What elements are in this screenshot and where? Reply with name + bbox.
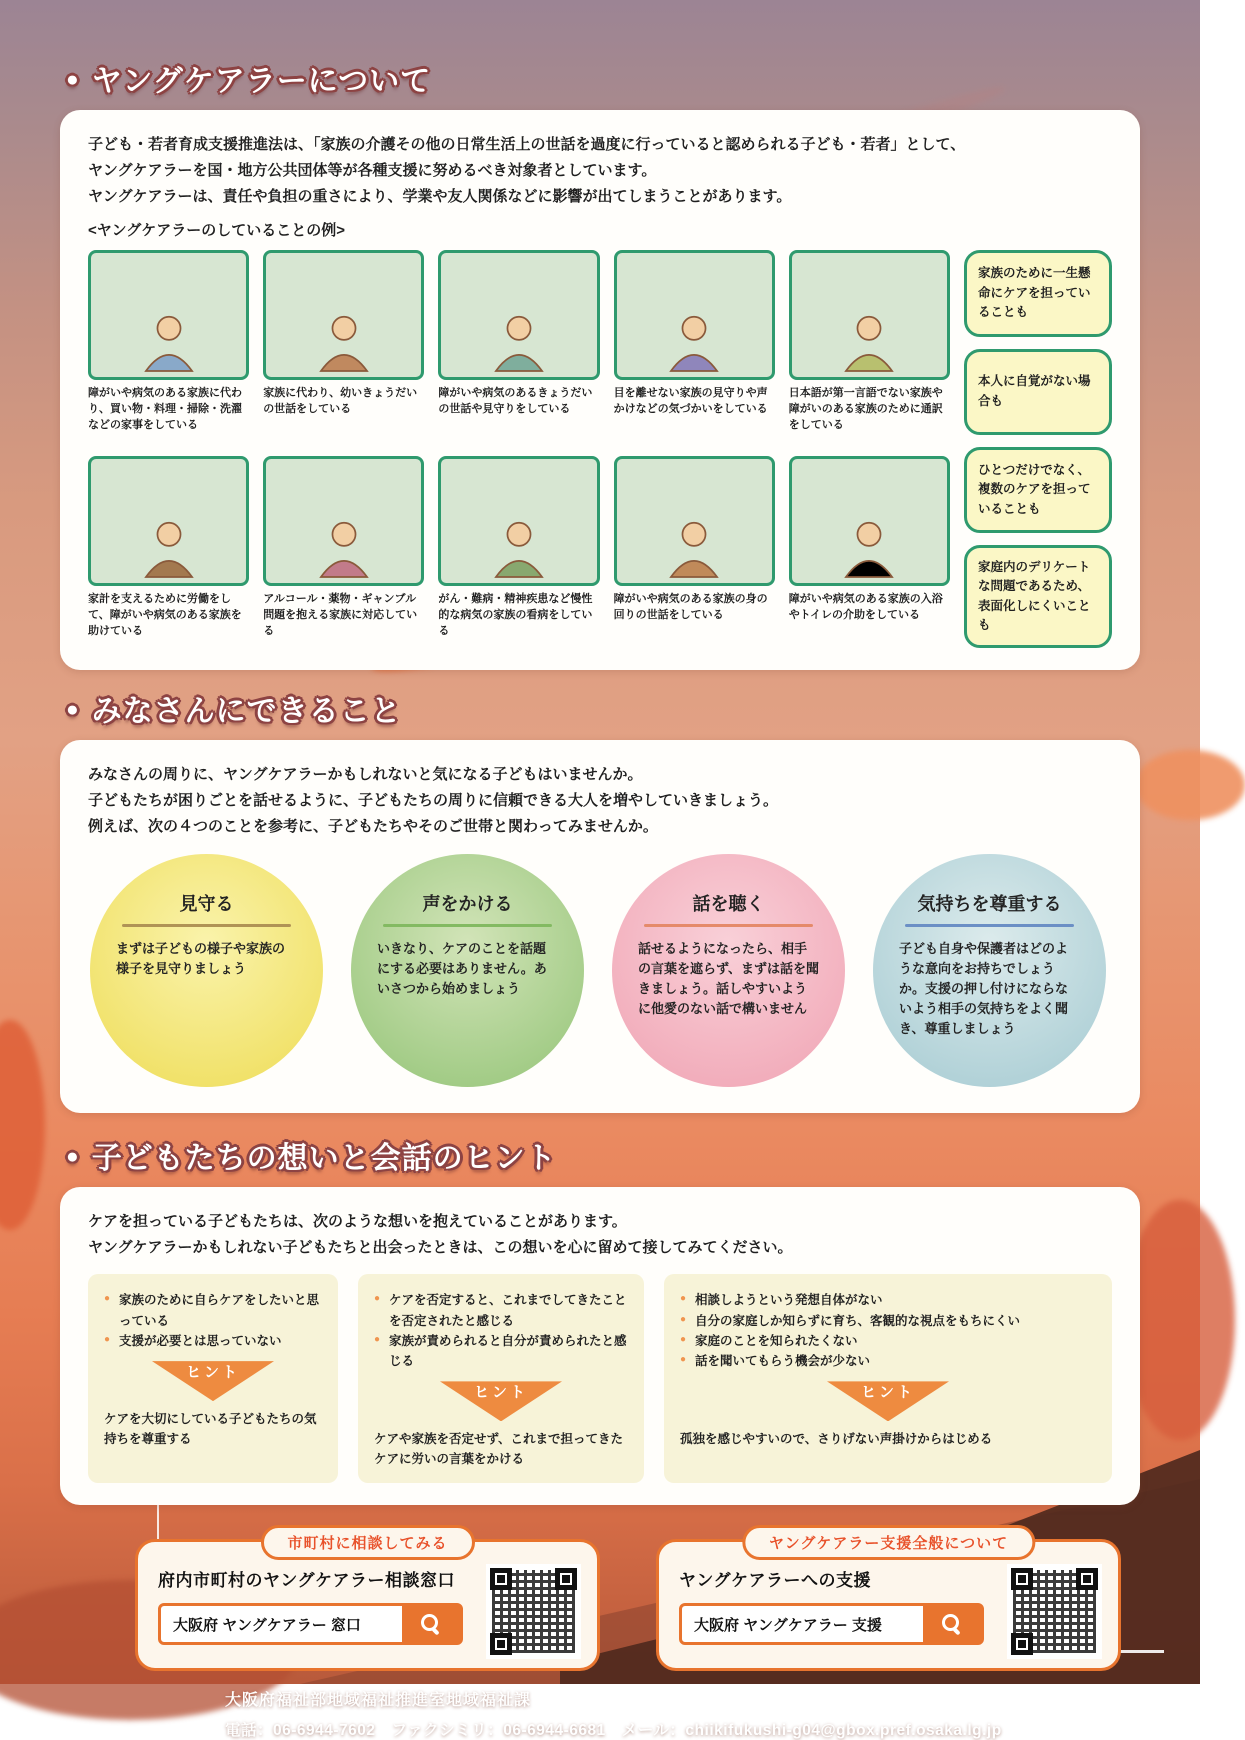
- advice-circle-greet: [351, 854, 584, 1087]
- hint-text: ケアを大切にしている子どもたちの気持ちを尊重する: [104, 1412, 317, 1447]
- magnifier-icon: [942, 1614, 962, 1634]
- search-input[interactable]: 大阪府 ヤングケアラー 支援: [694, 1616, 882, 1634]
- section3-heading-text: 子どもたちの想いと会話のヒント: [91, 1141, 557, 1175]
- search-bar: [679, 1603, 984, 1645]
- examples-grid: [88, 250, 1112, 648]
- section1-heading-text: ヤングケアラーについて: [91, 65, 432, 98]
- example-card: [789, 250, 950, 442]
- advice-circle-listen: [612, 854, 845, 1087]
- section3-intro-line: ヤングケアラーかもしれない子どもたちと出会ったときは、この想いを心に留めて接してみてください。: [88, 1238, 793, 1256]
- section2-intro-line: 子どもたちが困りごとを話せるように、子どもたちの周りに信頼できる大人を増やしていきましょう。: [88, 792, 779, 810]
- thought-box: [88, 1274, 338, 1483]
- example-card: [789, 456, 950, 648]
- section3-panel: [60, 1187, 1140, 1506]
- contact-tab: ヤングケアラー支援全般について: [742, 1525, 1035, 1560]
- hint-arrow: [152, 1361, 274, 1401]
- section1-intro-line: ヤングケアラーを国・地方公共団体等が各種支援に努めるべき対象者としています。: [88, 161, 657, 179]
- search-bar: [158, 1603, 463, 1645]
- qr-finder: [555, 1568, 577, 1590]
- housework-illustration: [88, 250, 249, 380]
- example-card: [614, 456, 775, 648]
- example-card: [88, 250, 249, 442]
- advice-circle-watch: [90, 854, 323, 1087]
- thought-box: [664, 1274, 1112, 1483]
- section-bullet-icon: ●: [66, 698, 80, 722]
- note-box: 本人に自覚がない場合も: [964, 349, 1112, 435]
- qr-finder: [490, 1568, 512, 1590]
- note-box: 家庭内のデリケートな問題であるため、表面化しにくいことも: [964, 545, 1112, 649]
- example-caption: 日本語が第一言語でない家族や障がいのある家族のために通訳をしている: [788, 387, 943, 431]
- section1-heading: [66, 56, 1140, 100]
- contact-title: 府内市町村のヤングケアラー相談窓口: [158, 1571, 455, 1591]
- childcare-illustration: [263, 250, 424, 380]
- circle-divider: [644, 924, 813, 927]
- example-card: [438, 250, 599, 442]
- section-bullet-icon: ●: [66, 68, 80, 91]
- section2-heading-text: みなさんにできること: [91, 695, 402, 729]
- section1-intro-line: 子ども・若者育成支援推進法は、「家族の介護その他の日常生活上の世話を過度に行っていると認められる子ども・若者」として、: [88, 136, 966, 153]
- daily-care-illustration: [614, 456, 775, 586]
- qr-finder: [1011, 1633, 1033, 1655]
- thought-boxes: [88, 1274, 1112, 1483]
- magnifier-icon: [421, 1614, 441, 1634]
- example-caption: 家族に代わり、幼いきょうだいの世話をしている: [263, 387, 418, 415]
- circle-title: 声をかける: [422, 893, 513, 914]
- thought-bullet: ● 家庭のことを知られたくない: [680, 1331, 1096, 1351]
- hint-label: ヒント: [473, 1384, 528, 1402]
- hint-label: ヒント: [860, 1384, 915, 1402]
- contact-row: [135, 1535, 1140, 1671]
- example-caption: 障がいや病気のある家族の身の回りの世話をしている: [613, 593, 768, 621]
- watching-over-illustration: [614, 250, 775, 380]
- example-caption: がん・難病・精神疾患など慢性的な病気の家族の看病をしている: [438, 593, 593, 637]
- thought-bullet: ● 家族が責められると自分が責められたと感じる: [374, 1331, 628, 1372]
- examples-label: <ヤングケアラーのしていることの例>: [88, 222, 346, 240]
- bg-cloud: [0, 1020, 45, 1230]
- thought-bullet-list: [374, 1290, 628, 1371]
- qr-finder: [1076, 1568, 1098, 1590]
- section2-panel: [60, 740, 1140, 1112]
- thought-bullet: ● 相談しようという発想自体がない: [680, 1290, 1096, 1310]
- thought-bullet: ● ケアを否定すると、これまでしてきたことを否定されたと感じる: [374, 1290, 628, 1331]
- search-input[interactable]: 大阪府 ヤングケアラー 窓口: [173, 1616, 361, 1634]
- example-caption: 障がいや病気のある家族の入浴やトイレの介助をしている: [788, 593, 943, 621]
- interpreting-illustration: [789, 250, 950, 380]
- circle-body: いきなり、ケアのことを話題にする必要はありません。あいさつから始めましょう: [377, 940, 547, 997]
- hint-arrow: [440, 1381, 562, 1421]
- footer-department: 大阪府福祉部地域福祉推進室地域福祉課: [225, 1692, 532, 1710]
- section2-intro-line: 例えば、次の４つのことを参考に、子どもたちやそのご世帯と関わってみませんか。: [88, 817, 658, 835]
- example-card: [614, 250, 775, 442]
- example-caption: 目を離せない家族の見守りや声かけなどの気づかいをしている: [613, 387, 768, 415]
- hint-label: ヒント: [185, 1364, 240, 1382]
- thought-bullet: ● 話を聞いてもらう機会が少ない: [680, 1351, 1096, 1371]
- circle-divider: [905, 924, 1074, 927]
- hint-text: ケアや家族を否定せず、これまで担ってきたケアに労いの言葉をかける: [374, 1432, 624, 1467]
- note-box: 家族のために一生懸命にケアを担っていることも: [964, 250, 1112, 336]
- thought-bullet-list: [680, 1290, 1096, 1371]
- advice-circle-respect: [873, 854, 1106, 1087]
- contact-box-municipal: [135, 1535, 600, 1671]
- sibling-care-illustration: [438, 250, 599, 380]
- footer: [225, 1687, 1140, 1740]
- working-illustration: [88, 456, 249, 586]
- qr-code: [486, 1564, 581, 1659]
- bg-cloud: [1135, 750, 1245, 820]
- circle-body: 子ども自身や保護者はどのような意向をお持ちでしょうか。支援の押し付けにならないよう相手の気持ちをよく聞き、尊重しましょう: [899, 940, 1069, 1037]
- circle-title: 話を聴く: [692, 893, 765, 914]
- circle-divider: [383, 924, 552, 927]
- qr-finder: [490, 1633, 512, 1655]
- circle-title: 気持ちを尊重する: [917, 893, 1062, 914]
- nursing-illustration: [438, 456, 599, 586]
- section3-intro-line: ケアを担っている子どもたちは、次のような想いを抱えていることがあります。: [88, 1212, 627, 1230]
- example-caption: 障がいや病気のある家族に代わり、買い物・料理・掃除・洗濯などの家事をしている: [88, 387, 242, 431]
- circle-title: 見守る: [179, 893, 234, 914]
- example-caption: アルコール・薬物・ギャンブル問題を抱える家族に対応している: [263, 593, 418, 637]
- section3-heading: [66, 1133, 1140, 1177]
- thought-box: [358, 1274, 644, 1483]
- contact-title: ヤングケアラーへの支援: [679, 1571, 871, 1591]
- addiction-support-illustration: [263, 456, 424, 586]
- advice-circles: [90, 854, 1110, 1087]
- circle-body: まずは子どもの様子や家族の様子を見守りましょう: [116, 940, 286, 976]
- note-box: ひとつだけでなく、複数のケアを担っていることも: [964, 447, 1112, 533]
- notes-column: [964, 250, 1112, 648]
- section1-intro-line: ヤングケアラーは、責任や負担の重さにより、学業や友人関係などに影響が出てしまうことがあります。: [88, 187, 792, 205]
- thought-bullet: ● 自分の家庭しか知らずに育ち、客観的な視点をもちにくい: [680, 1311, 1096, 1331]
- section1-panel: [60, 110, 1140, 670]
- example-caption: 障がいや病気のあるきょうだいの世話や見守りをしている: [438, 387, 593, 415]
- circle-divider: [122, 924, 291, 927]
- example-card: [263, 250, 424, 442]
- contact-box-general-support: [656, 1535, 1121, 1671]
- thought-bullet: ● 支援が必要とは思っていない: [104, 1331, 322, 1351]
- example-card: [438, 456, 599, 648]
- bathing-assist-illustration: [789, 456, 950, 586]
- hint-arrow: [827, 1381, 949, 1421]
- bg-cloud: [1125, 1200, 1235, 1440]
- search-button[interactable]: [923, 1606, 981, 1642]
- footer-contact-info: 電話：06-6944-7602 ファクシミリ：06-6944-6681 メール：chiikifukushi-g04@gbox.pref.osaka.lg.jp: [225, 1722, 1002, 1740]
- example-card: [88, 456, 249, 648]
- thought-bullet-list: [104, 1290, 322, 1351]
- section-bullet-icon: ●: [66, 1144, 80, 1168]
- section2-intro-line: みなさんの周りに、ヤングケアラーかもしれないと気になる子どもはいませんか。: [88, 766, 643, 784]
- thought-bullet: ● 家族のために自らケアをしたいと思っている: [104, 1290, 322, 1331]
- qr-code: [1007, 1564, 1102, 1659]
- example-card: [263, 456, 424, 648]
- hint-text: 孤独を感じやすいので、さりげない声掛けからはじめる: [680, 1432, 993, 1447]
- contact-tab: 市町村に相談してみる: [260, 1525, 474, 1560]
- qr-finder: [1011, 1568, 1033, 1590]
- circle-body: 話せるようになったら、相手の言葉を遮らず、まずは話を聞きましょう。話しやすいように他愛のない話で構いません: [638, 940, 819, 1017]
- example-caption: 家計を支えるために労働をして、障がいや病気のある家族を助けている: [88, 593, 242, 637]
- section2-heading: [66, 686, 1140, 730]
- search-button[interactable]: [402, 1606, 460, 1642]
